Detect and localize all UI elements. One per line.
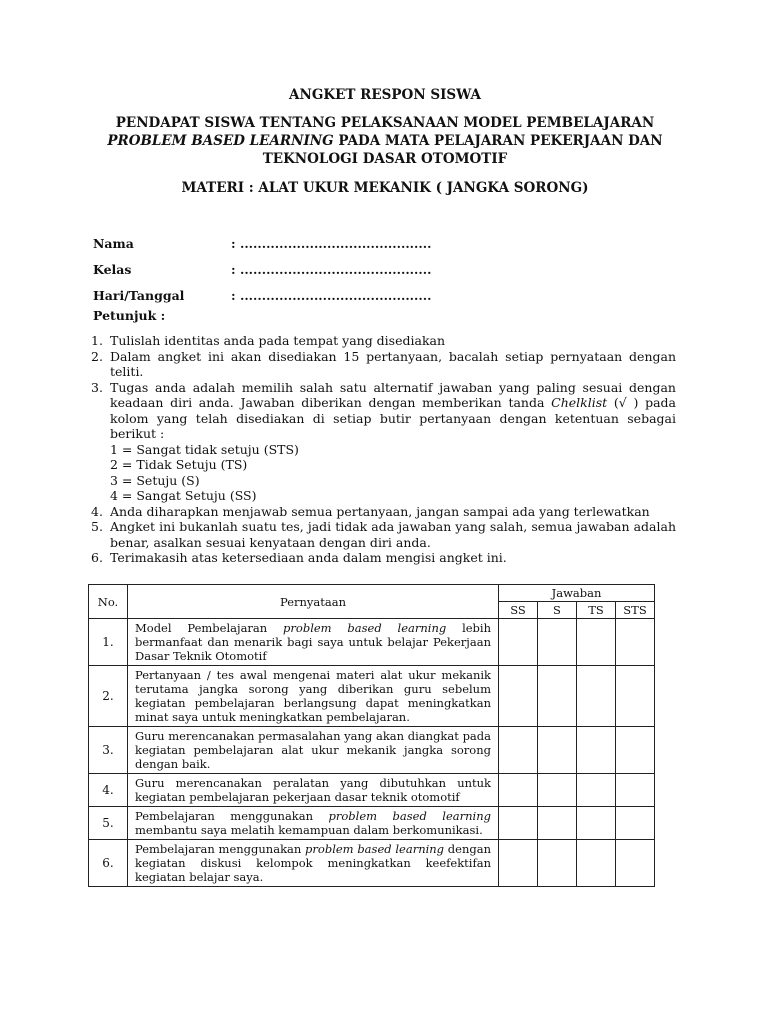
row-number: 5. bbox=[89, 807, 128, 840]
answer-cell-s[interactable] bbox=[538, 840, 577, 887]
answer-cell-ts[interactable] bbox=[577, 774, 616, 807]
answer-cell-ss[interactable] bbox=[499, 666, 538, 727]
table-row bbox=[89, 727, 655, 774]
table-row bbox=[89, 807, 655, 840]
answer-cell-ts[interactable] bbox=[577, 619, 616, 666]
scale-item: 2 = Tidak Setuju (TS) bbox=[110, 457, 248, 472]
table-row bbox=[89, 774, 655, 807]
answer-cell-ss[interactable] bbox=[499, 727, 538, 774]
answer-cell-ss[interactable] bbox=[499, 619, 538, 666]
list-text-part: (√ ) pada kolom yang telah disediakan di setiap butir pertanyaan dengan ketentuan sebagai berikut : bbox=[110, 395, 676, 441]
statement-italic: problem based learning bbox=[283, 621, 447, 635]
list-item bbox=[91, 333, 676, 349]
header-statement: Pernyataan bbox=[128, 585, 499, 619]
scale-item: 1 = Sangat tidak setuju (STS) bbox=[110, 441, 299, 457]
row-number: 3. bbox=[89, 727, 128, 774]
list-number: 6. bbox=[91, 550, 103, 565]
header-option-ts: TS bbox=[577, 602, 616, 619]
statement-text: Guru merencanakan peralatan yang dibutuhkan untuk kegiatan pembelajaran pekerjaan dasar teknik otomotif bbox=[135, 776, 491, 804]
answer-cell-sts[interactable] bbox=[616, 807, 655, 840]
row-number: 1. bbox=[89, 619, 128, 666]
table-row bbox=[89, 619, 655, 666]
list-item bbox=[91, 380, 676, 504]
statement-cell bbox=[128, 727, 499, 774]
field-nama bbox=[93, 230, 431, 256]
header-answer: Jawaban bbox=[499, 585, 655, 602]
list-text: Terimakasih atas ketersediaan anda dalam mengisi angket ini. bbox=[110, 550, 507, 565]
answer-cell-s[interactable] bbox=[538, 619, 577, 666]
answer-cell-ss[interactable] bbox=[499, 774, 538, 807]
answer-cell-ss[interactable] bbox=[499, 840, 538, 887]
statement-cell bbox=[128, 666, 499, 727]
answer-cell-s[interactable] bbox=[538, 774, 577, 807]
subtitle-line-3: TEKNOLOGI DASAR OTOMOTIF bbox=[262, 151, 508, 167]
statement-cell bbox=[128, 840, 499, 887]
statement-text: Pembelajaran menggunakan bbox=[135, 842, 306, 856]
statement-text: Pertanyaan / tes awal mengenai materi alat ukur mekanik terutama jangka sorong yang diberikan guru sebelum kegiatan pembelajaran berlangsung dapat meningkatkan minat saya untuk meningkatkan pembelajaran. bbox=[135, 668, 491, 724]
materi-title: MATERI : ALAT UKUR MEKANIK ( JANGKA SORONG) bbox=[181, 180, 589, 196]
header-option-sts: STS bbox=[616, 602, 655, 619]
statement-text: Guru merencanakan permasalahan yang akan diangkat pada kegiatan pembelajaran alat ukur mekanik jangka sorong dengan baik. bbox=[135, 729, 491, 771]
list-item bbox=[91, 349, 676, 380]
list-number: 4. bbox=[91, 503, 103, 519]
statement-italic: problem based learning bbox=[328, 809, 491, 823]
row-number: 6. bbox=[89, 840, 128, 887]
answer-cell-s[interactable] bbox=[538, 727, 577, 774]
table-row bbox=[89, 840, 655, 887]
list-number: 3. bbox=[91, 379, 103, 395]
table-row bbox=[89, 666, 655, 727]
field-blank: : ............................................ bbox=[231, 235, 432, 251]
answer-cell-ts[interactable] bbox=[577, 666, 616, 727]
answer-cell-sts[interactable] bbox=[616, 666, 655, 727]
field-label: Kelas bbox=[93, 261, 132, 277]
header-option-ss: SS bbox=[499, 602, 538, 619]
list-text: Dalam angket ini akan disediakan 15 pertanyaan, bacalah setiap pernyataan dengan teliti. bbox=[110, 348, 676, 379]
scale-item: 4 = Sangat Setuju (SS) bbox=[110, 488, 257, 503]
header-no: No. bbox=[89, 585, 128, 619]
list-number: 5. bbox=[91, 519, 103, 534]
checklist-italic: Chelklist bbox=[551, 395, 608, 410]
answer-cell-s[interactable] bbox=[538, 807, 577, 840]
list-text: Angket ini bukanlah suatu tes, jadi tidak ada jawaban yang salah, semua jawaban adalah benar, asalkan sesuai kenyataan dengan diri anda. bbox=[110, 519, 676, 550]
subtitle-line-2 bbox=[80, 132, 690, 150]
statement-text: membantu saya melatih kemampuan dalam berkomunikasi. bbox=[135, 823, 483, 837]
answer-cell-ts[interactable] bbox=[577, 727, 616, 774]
row-number: 4. bbox=[89, 774, 128, 807]
statement-cell bbox=[128, 619, 499, 666]
field-blank: : ............................................ bbox=[231, 261, 432, 277]
field-kelas bbox=[93, 256, 431, 282]
answer-cell-sts[interactable] bbox=[616, 840, 655, 887]
list-text: Anda diharapkan menjawab semua pertanyaan, jangan sampai ada yang terlewatkan bbox=[110, 503, 650, 519]
list-item bbox=[91, 550, 676, 566]
statement-cell bbox=[128, 774, 499, 807]
answer-cell-sts[interactable] bbox=[616, 619, 655, 666]
list-item bbox=[91, 519, 676, 550]
table-header-row bbox=[89, 585, 655, 602]
answer-cell-s[interactable] bbox=[538, 666, 577, 727]
subtitle-pbl-italic: PROBLEM BASED LEARNING bbox=[107, 133, 334, 149]
row-number: 2. bbox=[89, 666, 128, 727]
list-number: 1. bbox=[91, 333, 103, 348]
statement-text: dengan kegiatan diskusi kelompok meningkatkan keefektifan kegiatan belajar saya. bbox=[135, 842, 491, 884]
answer-cell-sts[interactable] bbox=[616, 727, 655, 774]
statement-cell bbox=[128, 807, 499, 840]
list-text: Tulislah identitas anda pada tempat yang disediakan bbox=[110, 333, 446, 348]
answer-cell-sts[interactable] bbox=[616, 774, 655, 807]
subtitle-line-1: PENDAPAT SISWA TENTANG PELAKSANAAN MODEL PEMBELAJARAN bbox=[115, 115, 655, 131]
field-blank: : ............................................ bbox=[231, 287, 432, 303]
instructions-list bbox=[91, 333, 676, 566]
field-label: Nama bbox=[93, 235, 134, 251]
header-option-s: S bbox=[538, 602, 577, 619]
field-hari-tanggal bbox=[93, 282, 431, 308]
scale-item: 3 = Setuju (S) bbox=[110, 472, 200, 488]
identity-fields bbox=[93, 230, 431, 308]
list-text bbox=[110, 380, 676, 504]
statement-text: Pembelajaran menggunakan bbox=[135, 809, 329, 823]
subtitle-line-2-rest: PADA MATA PELAJARAN PEKERJAAN DAN bbox=[333, 133, 663, 149]
instructions-heading: Petunjuk : bbox=[93, 308, 166, 323]
list-number: 2. bbox=[91, 348, 103, 364]
document-title: ANGKET RESPON SISWA bbox=[289, 87, 481, 103]
statement-text: Model Pembelajaran bbox=[135, 621, 284, 635]
statement-italic: problem based learning bbox=[305, 842, 445, 856]
document-header bbox=[80, 86, 690, 197]
list-item bbox=[91, 504, 676, 520]
answer-cell-ss[interactable] bbox=[499, 807, 538, 840]
answer-cell-ts[interactable] bbox=[577, 807, 616, 840]
statement-text: lebih bermanfaat dan menarik bagi saya untuk belajar Pekerjaan Dasar Teknik Otomotif bbox=[135, 621, 492, 663]
answer-cell-ts[interactable] bbox=[577, 840, 616, 887]
questionnaire-table bbox=[88, 584, 655, 887]
list-text-part: Tugas anda adalah memilih salah satu alternatif jawaban yang paling sesuai dengan keadaan diri anda. Jawaban diberikan dengan memberikan tanda bbox=[110, 379, 676, 410]
field-label: Hari/Tanggal bbox=[93, 287, 185, 303]
